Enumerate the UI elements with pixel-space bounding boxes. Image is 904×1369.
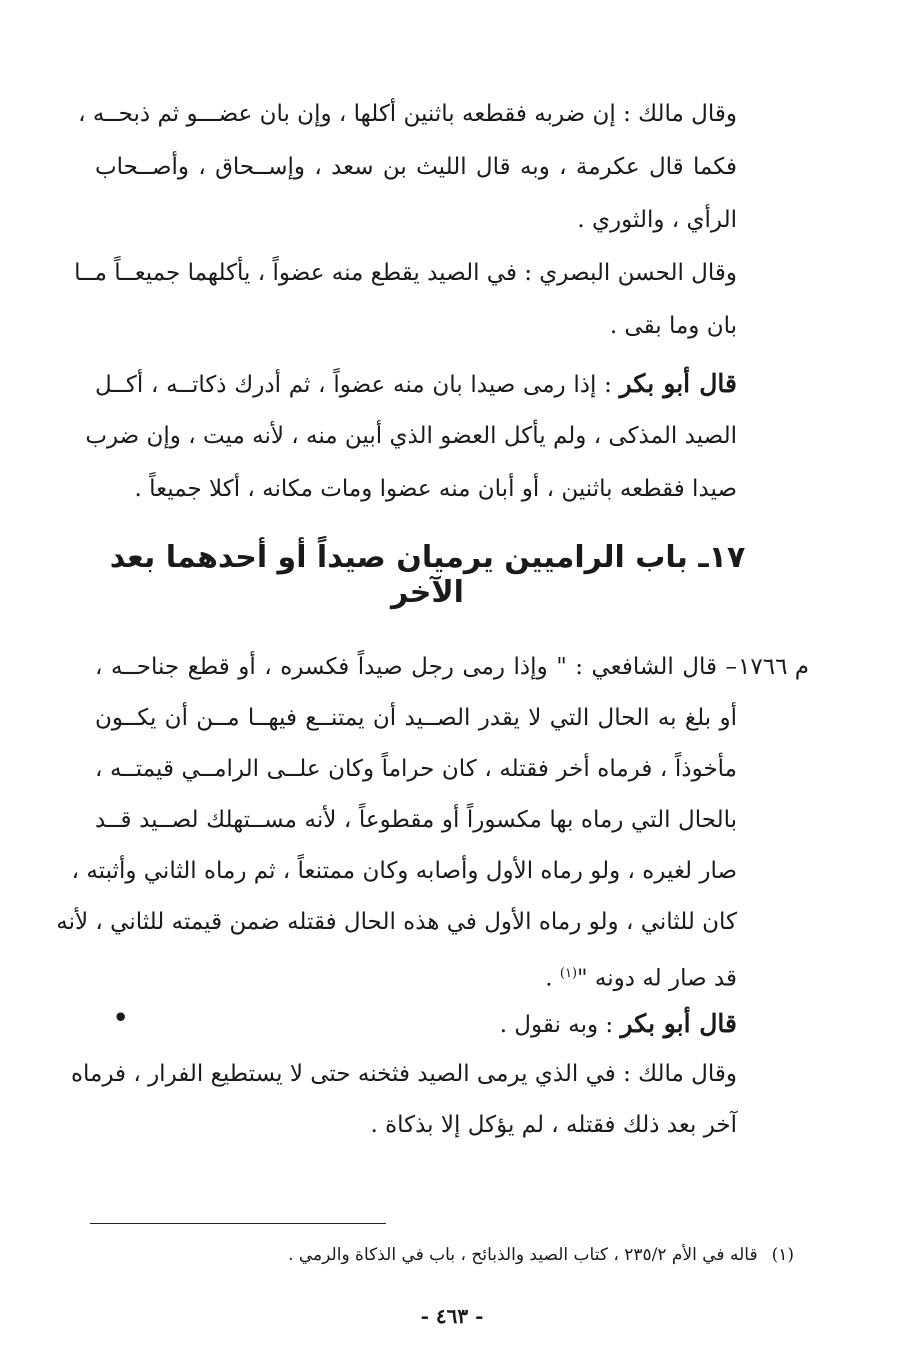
page-number: - ٤٦٣ - (420, 1304, 484, 1328)
chapter-heading: ١٧ـ باب الراميين يرميان صيداً أو أحدهما بعد الآخر (109, 540, 746, 610)
text-line (95, 998, 737, 1049)
text-line: وقال مالك : في الذي يرمى الصيد فثخنه حتى لا يستطيع الفرار ، فرماه (70, 1061, 737, 1087)
text-span: . (545, 965, 560, 992)
text-line: بالحال التي رماه بها مكسوراً أو مقطوعاً ، لأنه مســتهلك لصــيد قــد (95, 807, 737, 833)
text-line: الرأي ، والثوري . (577, 207, 737, 233)
section-two (56, 642, 809, 999)
text-line: الصيد المذكى ، ولم يأكل العضو الذي أبين منه ، لأنه ميت ، وإن ضرب (85, 423, 737, 449)
text-line: صار لغيره ، ولو رماه الأول وأصابه وكان ممتنعاً ، ثم رماه الثاني وأثبته ، (71, 858, 737, 884)
text-span: قد صار له دونه " (577, 965, 737, 992)
section-one (74, 88, 737, 516)
footnote-mark: (١) (771, 1245, 794, 1265)
text-line: فكما قال عكرمة ، وبه قال الليث بن سعد ، وإســحاق ، وأصــحاب (95, 154, 737, 180)
entry-marker: م ١٧٦٦ (738, 654, 809, 680)
text-line: مأخوذاً ، فرماه أخر فقتله ، كان حراماً وكان علــى الرامــي قيمتــه ، (95, 756, 737, 782)
text-line: بان وما بقى . (609, 313, 737, 339)
footnote-text: قاله في الأم ٢٣٥/٢ ، كتاب الصيد والذبائح ، باب في الذكاة والرمي . (288, 1245, 758, 1265)
text-span: – قال الشافعي : " وإذا رمى رجل صيداً فكسره ، أو قطع جناحــه ، (95, 654, 737, 680)
text-line: كان للثاني ، ولو رماه الأول في هذه الحال فقتله ضمن قيمته للثاني ، لأنه (56, 909, 737, 935)
paragraph-abubakr-1 (85, 357, 737, 516)
margin-dot: • (113, 1003, 129, 1032)
text-span: : وبه نقول . (499, 1012, 621, 1038)
section-three (70, 998, 737, 1151)
text-span: : إذا رمى صيدا بان منه عضواً ، ثم أدرك ذكاتــه ، أكــل (95, 372, 620, 398)
text-line: وقال الحسن البصري : في الصيد يقطع منه عضواً ، يأكلهما جميعــاً مــا (74, 260, 737, 286)
text-line (95, 642, 809, 693)
text-line: وقال مالك : إن ضربه فقطعه باثنين أكلها ، وإن بان عضـــو ثم ذبحــه ، (78, 101, 737, 127)
speaker-label: قال أبو بكر (619, 369, 737, 398)
text-line: صيدا فقطعه باثنين ، أو أبان منه عضوا ومات مكانه ، أكلا جميعاً . (134, 476, 737, 502)
paragraph-hasan (74, 247, 737, 353)
text-line: آخر بعد ذلك فقتله ، لم يؤكل إلا بذكاة . (370, 1112, 737, 1138)
speaker-label: قال أبو بكر (620, 1009, 737, 1038)
paragraph-malik-1 (78, 88, 737, 247)
footnote-reference: (١) (559, 966, 578, 981)
text-line: أو بلغ به الحال التي لا يقدر الصــيد أن يمتنــع فيهــا مــن أن يكــون (95, 705, 737, 731)
text-line (95, 357, 737, 410)
text-line (95, 948, 737, 999)
footnote (288, 1245, 794, 1265)
footnote-separator (90, 1223, 386, 1224)
